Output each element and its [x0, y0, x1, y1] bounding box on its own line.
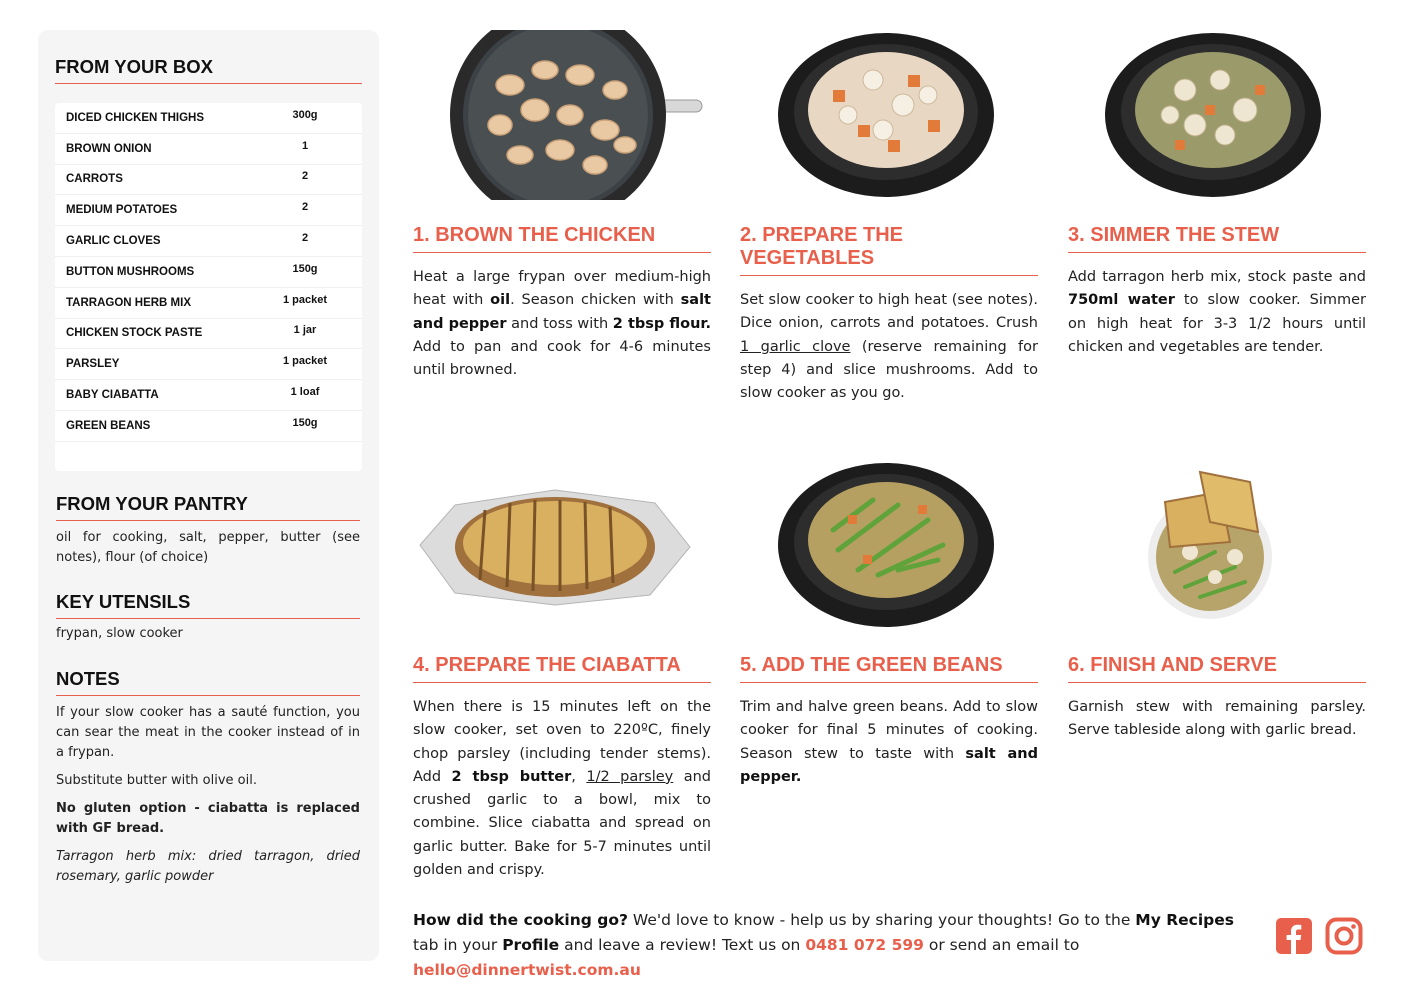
- ingredient-row: [55, 165, 362, 196]
- step-text-run: Add to pan and cook for 4-6 minutes until browned.: [413, 338, 711, 379]
- ingredient-qty: 2: [301, 201, 309, 214]
- ingredient-row: [55, 319, 362, 350]
- ingredient-name: CARROTS: [66, 173, 123, 186]
- step-text-run: . Season chicken with: [510, 292, 681, 309]
- step-bold-run: 2 tbsp butter: [451, 768, 572, 785]
- ingredient-qty: 1 loaf: [290, 386, 320, 399]
- ingredient-qty: 300g: [292, 108, 318, 121]
- slow-cooker-green-beans-image: [778, 460, 994, 630]
- footer-text: and leave a review! Text us on: [559, 936, 806, 954]
- ingredient-row: [55, 134, 362, 165]
- ingredient-row: [55, 195, 362, 226]
- step-1-text: [413, 266, 711, 382]
- note-saute: If your slow cooker has a sauté function, you can sear the meat in the cooker instead of in a frypan.: [56, 705, 360, 760]
- ingredient-row: [55, 103, 362, 134]
- slow-cooker-vegetables-image: [778, 30, 994, 200]
- ingredient-name: DICED CHICKEN THIGHS: [66, 111, 205, 124]
- facebook-icon[interactable]: [1275, 917, 1313, 955]
- frypan-chicken-image: [450, 30, 705, 200]
- step-bold-run: 2 tbsp flour.: [612, 315, 711, 332]
- step-3-title: 3. SIMMER THE STEW: [1068, 224, 1366, 253]
- step-5-title: 5. ADD THE GREEN BEANS: [740, 654, 1038, 683]
- step-1-title: 1. BROWN THE CHICKEN: [413, 224, 711, 253]
- ingredient-row: [55, 411, 362, 442]
- ingredient-qty: 1 packet: [282, 355, 328, 368]
- ingredient-row: [55, 349, 362, 380]
- step-3-text: [1068, 266, 1366, 359]
- ingredients-sidebar: [38, 30, 379, 961]
- step-5: [740, 654, 1038, 789]
- step-text-run: ,: [571, 768, 587, 785]
- ingredient-qty: 150g: [292, 262, 318, 275]
- footer-text: tab in your: [413, 936, 503, 954]
- ingredient-qty: 2: [301, 170, 309, 183]
- utensils-text: frypan, slow cooker: [56, 626, 183, 641]
- ingredient-name: BUTTON MUSHROOMS: [66, 265, 195, 278]
- step-1: [413, 224, 711, 382]
- step-4-title: 4. PREPARE THE CIABATTA: [413, 654, 711, 683]
- step-3: [1068, 224, 1366, 359]
- step-text-run: to slow cooker. Simmer on high heat for 3-3 1/2 hours until chicken and vegetables are tender.: [1068, 292, 1366, 355]
- step-6: [1068, 654, 1366, 743]
- step-6-title: 6. FINISH AND SERVE: [1068, 654, 1366, 683]
- footer-text: We'd love to know - help us by sharing your thoughts! Go to the: [627, 911, 1136, 929]
- profile-label: Profile: [502, 936, 560, 954]
- slow-cooker-stew-image: [1105, 30, 1321, 200]
- ingredient-name: BROWN ONION: [66, 142, 152, 155]
- ingredient-row: [55, 380, 362, 411]
- ingredient-qty: 150g: [292, 416, 318, 429]
- footer-text: or send an email to: [923, 936, 1080, 954]
- step-underline-run: 1/2 parsley: [586, 768, 674, 785]
- step-text-run: Set slow cooker to high heat (see notes). Dice onion, carrots and potatoes. Crush: [740, 292, 1038, 332]
- my-recipes-label: My Recipes: [1135, 911, 1234, 929]
- instagram-icon[interactable]: [1325, 917, 1363, 955]
- step-5-text: [740, 696, 1038, 789]
- step-2-text: [740, 289, 1038, 405]
- pantry-heading: FROM YOUR PANTRY: [56, 493, 360, 521]
- step-underline-run: 1 garlic clove: [740, 338, 851, 355]
- bowl-stew-bread-image: [1140, 462, 1280, 622]
- step-text-run: Heat a large frypan over medium-high heat with: [413, 269, 711, 309]
- note-herb-mix: Tarragon herb mix: dried tarragon, dried rosemary, garlic powder: [56, 849, 360, 884]
- step-text-run: and toss with: [506, 315, 613, 332]
- step-4-text: [413, 696, 711, 882]
- garlic-ciabatta-image: [415, 485, 693, 607]
- step-bold-run: salt and pepper.: [740, 745, 1038, 785]
- ingredient-qty: 1: [301, 139, 309, 152]
- ingredient-row: [55, 226, 362, 257]
- step-text-run: Garnish stew with remaining parsley. Serve tableside along with garlic bread.: [1068, 699, 1366, 739]
- ingredient-row: [55, 288, 362, 319]
- utensils-heading: KEY UTENSILS: [56, 591, 360, 619]
- footer-bold: How did the cooking go?: [413, 911, 628, 929]
- ingredient-name: MEDIUM POTATOES: [66, 204, 178, 217]
- notes-heading: NOTES: [56, 668, 360, 696]
- ingredient-row: [55, 257, 362, 288]
- note-gluten: No gluten option - ciabatta is replaced with GF bread.: [56, 801, 360, 836]
- step-bold-run: salt and pepper: [413, 292, 711, 332]
- ingredient-name: CHICKEN STOCK PASTE: [66, 327, 203, 340]
- email-link[interactable]: hello@dinnertwist.com.au: [413, 961, 641, 979]
- ingredient-name: PARSLEY: [66, 358, 120, 371]
- step-text-run: Trim and halve green beans. Add to slow cooker for final 5 minutes of cooking. Season stew to taste with: [740, 699, 1038, 762]
- step-text-run: When there is 15 minutes left on the slow cooker, set oven to 220ºC, finely chop parsley (including tender stems). Add: [413, 699, 711, 785]
- step-bold-run: 750ml water: [1068, 292, 1175, 309]
- step-bold-run: oil: [490, 292, 511, 309]
- ingredient-qty: 1 packet: [282, 293, 328, 306]
- ingredients-table: [55, 103, 362, 471]
- step-2-title: 2. PREPARE THE VEGETABLES: [740, 224, 1038, 276]
- box-heading: FROM YOUR BOX: [55, 56, 362, 84]
- ingredient-name: GARLIC CLOVES: [66, 235, 161, 248]
- ingredient-name: GREEN BEANS: [66, 419, 151, 432]
- step-2: [740, 224, 1038, 405]
- feedback-footer: [413, 908, 1263, 983]
- ingredient-qty: 2: [301, 232, 309, 245]
- ingredient-name: TARRAGON HERB MIX: [66, 296, 192, 309]
- phone-link[interactable]: 0481 072 599: [805, 936, 924, 954]
- pantry-text: oil for cooking, salt, pepper, butter (see notes), flour (of choice): [56, 530, 360, 565]
- step-text-run: Add tarragon herb mix, stock paste and: [1068, 269, 1366, 285]
- step-4: [413, 654, 711, 882]
- note-butter: Substitute butter with olive oil.: [56, 773, 257, 788]
- ingredient-qty: 1 jar: [293, 324, 317, 337]
- notes-body: [56, 703, 360, 895]
- step-text-run: and crushed garlic to a bowl, mix to combine. Slice ciabatta and spread on garlic butter. Bake for 5-7 minutes until golden and crispy.: [413, 768, 712, 879]
- step-text-run: (reserve remaining for step 4) and slice mushrooms. Add to slow cooker as you go.: [740, 338, 1038, 402]
- step-6-text: [1068, 696, 1366, 743]
- ingredient-name: BABY CIABATTA: [66, 389, 159, 402]
